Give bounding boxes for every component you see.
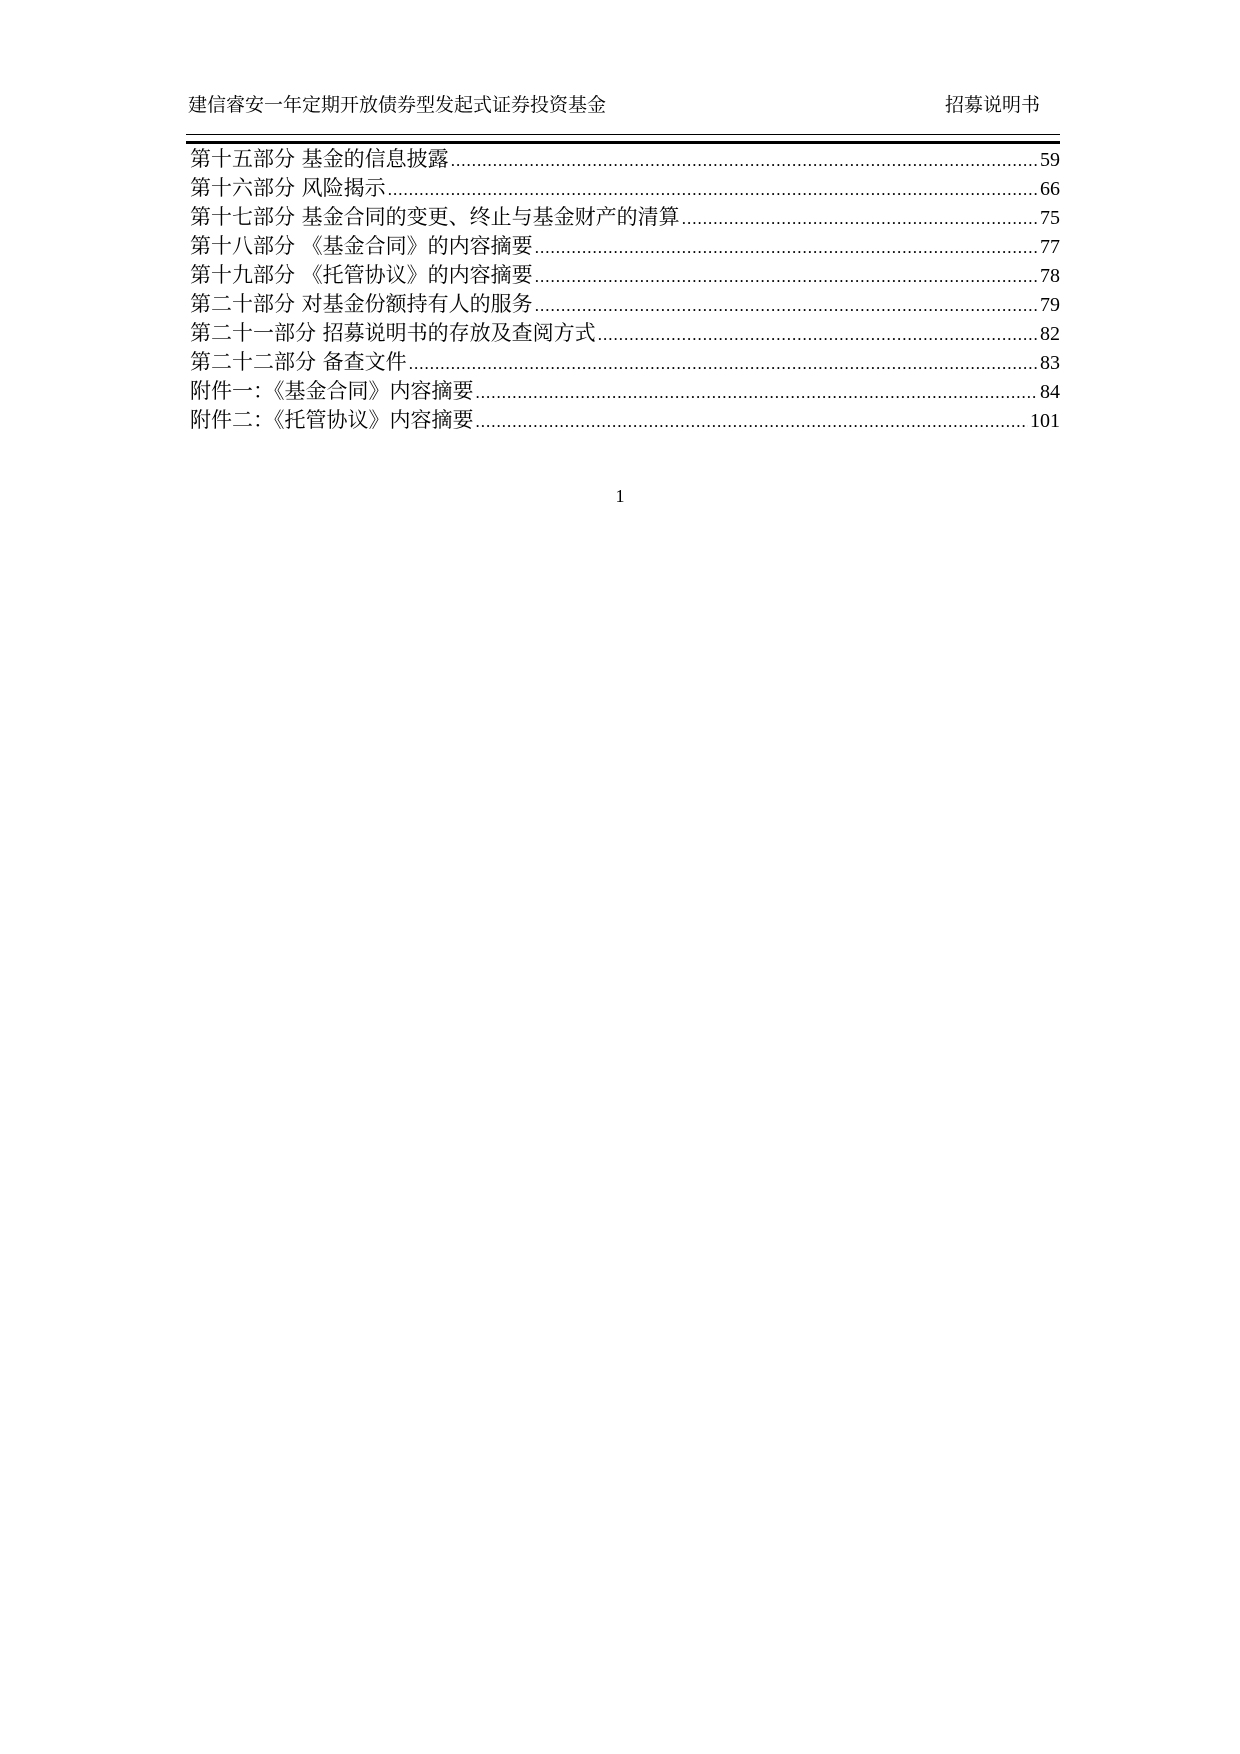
toc-entry-title: 第十五部分 基金的信息披露: [190, 147, 449, 171]
toc-entry[interactable]: [190, 261, 1060, 290]
toc-dot-leader: [476, 378, 1039, 406]
toc-dot-leader: [451, 146, 1038, 174]
toc-entry-title: 附件一：《基金合同》内容摘要: [190, 379, 474, 403]
toc-dot-leader: [476, 407, 1029, 435]
header-rule-thin: [186, 134, 1060, 135]
toc-dot-leader: [535, 262, 1038, 290]
header-document-type: 招募说明书: [944, 94, 1040, 116]
toc-entry[interactable]: [190, 348, 1060, 377]
toc-entry[interactable]: [190, 174, 1060, 203]
toc-entry[interactable]: [190, 290, 1060, 319]
toc-entry-page: 77: [1040, 236, 1060, 258]
toc-entry-title: 第十八部分 《基金合同》的内容摘要: [190, 234, 533, 258]
toc-entry-page: 83: [1040, 352, 1060, 374]
toc-dot-leader: [388, 175, 1038, 203]
toc-dot-leader: [535, 291, 1038, 319]
toc-entry-page: 101: [1030, 410, 1060, 432]
toc-dot-leader: [682, 204, 1038, 232]
toc-entry[interactable]: [190, 145, 1060, 174]
toc-entry-title: 第十六部分 风险揭示: [190, 176, 386, 200]
toc-dot-leader: [598, 320, 1038, 348]
toc-entry-page: 59: [1040, 149, 1060, 171]
toc-entry-page: 82: [1040, 323, 1060, 345]
header-fund-name: 建信睿安一年定期开放债券型发起式证券投资基金: [188, 94, 607, 116]
toc-dot-leader: [535, 233, 1038, 261]
toc-entry[interactable]: [190, 406, 1060, 435]
toc-dot-leader: [409, 349, 1038, 377]
toc-entry-title: 第二十一部分 招募说明书的存放及查阅方式: [190, 321, 596, 345]
toc-entry-page: 79: [1040, 294, 1060, 316]
toc-entry-title: 第二十二部分 备查文件: [190, 350, 407, 374]
toc-entry[interactable]: [190, 232, 1060, 261]
toc-entry[interactable]: [190, 319, 1060, 348]
toc-entry[interactable]: [190, 203, 1060, 232]
toc-entry-title: 第十九部分 《托管协议》的内容摘要: [190, 263, 533, 287]
toc-entry-title: 附件二：《托管协议》内容摘要: [190, 408, 474, 432]
page-header: [188, 90, 1040, 120]
header-rule-thick: [186, 141, 1060, 144]
toc-entry-page: 66: [1040, 178, 1060, 200]
page-number: 1: [615, 486, 625, 506]
toc-entry-page: 75: [1040, 207, 1060, 229]
toc-entry-title: 第十七部分 基金合同的变更、终止与基金财产的清算: [190, 205, 680, 229]
toc-entry-page: 78: [1040, 265, 1060, 287]
table-of-contents: [190, 145, 1060, 435]
toc-entry-title: 第二十部分 对基金份额持有人的服务: [190, 292, 533, 316]
toc-entry-page: 84: [1040, 381, 1060, 403]
toc-entry[interactable]: [190, 377, 1060, 406]
